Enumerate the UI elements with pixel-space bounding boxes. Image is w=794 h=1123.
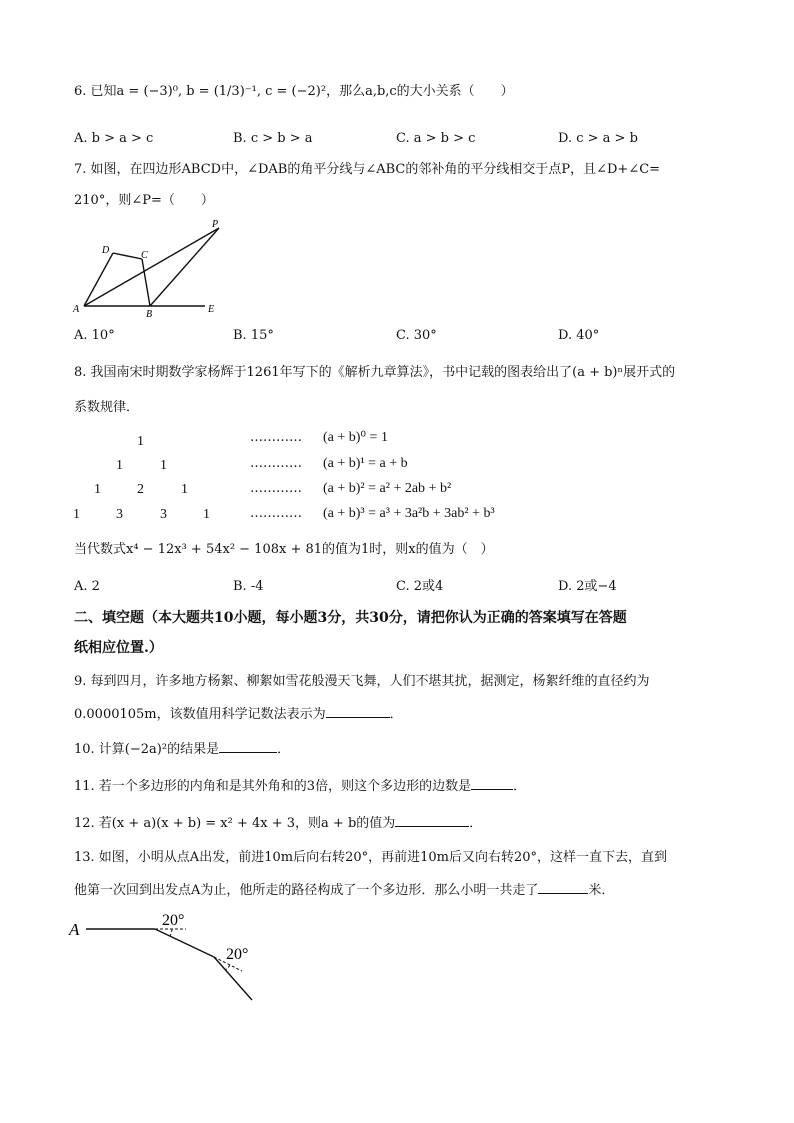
dots-row-1: ………… xyxy=(250,456,302,471)
angle-label-2: 20° xyxy=(226,946,249,963)
label-a: A xyxy=(73,304,80,315)
side-dc xyxy=(113,253,142,259)
section-2-heading-line1: 二、填空题（本大题共10小题，每小题3分，共30分，请把你认为正确的答案填写在答题 xyxy=(74,610,627,626)
triangle-cell: 1 xyxy=(116,458,123,473)
section-2-heading-line2: 纸相应位置.） xyxy=(74,640,163,656)
q13-answer-blank[interactable] xyxy=(538,879,588,894)
label-start-a: A xyxy=(69,920,80,939)
triangle-cell: 3 xyxy=(116,507,123,522)
q7-option-a: A. 10° xyxy=(74,328,115,343)
label-p: P xyxy=(212,219,219,230)
triangle-cell: 2 xyxy=(137,482,144,497)
label-c: C xyxy=(141,250,148,261)
expansion-formula-0: (a + b)⁰ = 1 xyxy=(323,430,388,445)
q6-option-c: C. a > b > c xyxy=(396,131,476,146)
triangle-cell: 1 xyxy=(181,482,188,497)
line-bp xyxy=(150,228,219,306)
q8-question: 当代数式x⁴ − 12x³ + 54x² − 108x + 81的值为1时，则x的值为（ ） xyxy=(74,542,494,557)
triangle-cell: 1 xyxy=(203,507,210,522)
q11-answer-blank[interactable] xyxy=(471,775,513,790)
q7-option-d: D. 40° xyxy=(558,328,600,343)
q10-line: 10. 计算(−2a)²的结果是 ． xyxy=(74,738,290,760)
q13-line1: 13. 如图，小明从点A出发，前进10m后向右转20°，再前进10m后又向右转20°，这样一直下去，直到 xyxy=(74,850,668,865)
q8-option-d: D. 2或−4 xyxy=(558,579,617,594)
q13-path-figure xyxy=(68,905,268,1005)
triangle-cell: 1 xyxy=(137,434,144,449)
label-e: E xyxy=(208,304,215,315)
dots-row-0: ………… xyxy=(250,430,302,445)
expansion-formula-2: (a + b)² = a² + 2ab + b² xyxy=(323,481,452,496)
triangle-cell: 1 xyxy=(160,458,167,473)
q7-option-c: C. 30° xyxy=(396,328,437,343)
q9-line1: 9. 每到四月，许多地方杨絮、柳絮如雪花般漫天飞舞，人们不堪其扰，据测定，杨絮纤维的直径约为 xyxy=(74,674,650,689)
q7-option-b: B. 15° xyxy=(233,328,274,343)
side-cb xyxy=(142,259,150,306)
q8-option-c: C. 2或4 xyxy=(396,579,444,594)
path-segment-2 xyxy=(155,929,214,957)
dots-row-3: ………… xyxy=(250,506,302,521)
q9-answer-blank[interactable] xyxy=(326,703,390,718)
triangle-cell: 1 xyxy=(73,507,80,522)
label-b: B xyxy=(146,309,153,320)
q7-stem-line1: 7. 如图，在四边形ABCD中，∠DAB的角平分线与∠ABC的邻补角的平分线相交于点P，且∠D+∠C= xyxy=(74,162,661,177)
angle-arc-1 xyxy=(170,929,172,936)
q13-line2: 他第一次回到出发点A为止，他所走的路径构成了一个多边形．那么小明一共走了 米． xyxy=(74,879,614,901)
angle-label-1: 20° xyxy=(162,912,185,929)
q8-stem-line1: 8. 我国南宋时期数学家杨辉于1261年写下的《解析九章算法》，书中记载的图表给出了(a + b)ⁿ展开式的 xyxy=(74,365,676,380)
dots-row-2: ………… xyxy=(250,481,302,496)
triangle-cell: 1 xyxy=(94,482,101,497)
q10-answer-blank[interactable] xyxy=(219,738,277,753)
expansion-formula-3: (a + b)³ = a³ + 3a²b + 3ab² + b³ xyxy=(323,506,495,521)
q6-option-b: B. c > b > a xyxy=(233,131,313,146)
angle-arc-2 xyxy=(225,965,230,970)
q8-stem-line2: 系数规律． xyxy=(74,400,140,415)
q7-stem-line2: 210°，则∠P=（ ） xyxy=(74,193,214,208)
q7-quadrilateral-figure xyxy=(70,215,230,321)
q12-answer-blank[interactable] xyxy=(395,812,469,827)
q9-line2: 0.0000105m，该数值用科学记数法表示为 ． xyxy=(74,703,403,725)
q6-stem: 6. 已知a = (−3)⁰, b = (1/3)⁻¹, c = (−2)²，那么a,b,c的大小关系（ ） xyxy=(74,84,514,99)
q6-option-a: A. b > a > c xyxy=(74,131,154,146)
triangle-cell: 3 xyxy=(160,507,167,522)
label-d: D xyxy=(102,245,110,256)
q8-option-a: A. 2 xyxy=(74,579,100,594)
q8-option-b: B. -4 xyxy=(233,579,264,594)
path-segment-3 xyxy=(214,957,252,1000)
line-ap xyxy=(84,228,219,306)
q6-option-d: D. c > a > b xyxy=(558,131,638,146)
q11-line: 11. 若一个多边形的内角和是其外角和的3倍，则这个多边形的边数是 ． xyxy=(74,775,526,797)
q12-line: 12. 若(x + a)(x + b) = x² + 4x + 3，则a + b的值为 ． xyxy=(74,812,482,834)
expansion-formula-1: (a + b)¹ = a + b xyxy=(323,456,408,471)
